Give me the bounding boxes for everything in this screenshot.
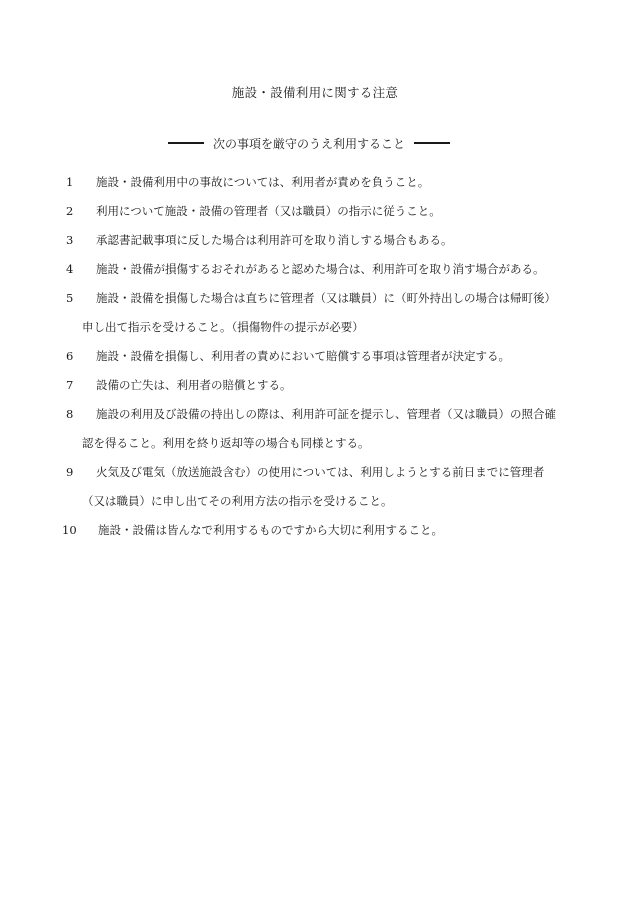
item-text: 施設・設備を損傷し、利用者の責めにおいて賠償する事項は管理者が決定する。 — [96, 349, 510, 363]
item-text: 火気及び電気（放送施設含む）の使用については、利用しようとする前日までに管理者 — [96, 465, 545, 479]
item-text: 設備の亡失は、利用者の賠償とする。 — [96, 378, 292, 392]
item-number: 6 — [66, 349, 74, 363]
list-item-continuation — [0, 491, 630, 511]
item-text: 施設の利用及び設備の持出しの際は、利用許可証を提示し、管理者（又は職員）の照合確 — [96, 407, 556, 421]
right-rule — [414, 142, 450, 144]
list-item — [0, 172, 630, 192]
list-item-continuation — [0, 317, 630, 337]
subtitle: 次の事項を厳守のうえ利用すること — [212, 136, 405, 151]
subtitle-row — [168, 134, 450, 152]
item-text: 施設・設備利用中の事故については、利用者が責めを負うこと。 — [96, 175, 430, 189]
item-text: 承認書記載事項に反した場合は利用許可を取り消しする場合もある。 — [96, 233, 453, 247]
item-number: 1 — [66, 175, 74, 189]
list-item — [0, 230, 630, 250]
item-number: 7 — [66, 378, 74, 392]
item-number: 5 — [66, 291, 74, 305]
item-text: 施設・設備を損傷した場合は直ちに管理者（又は職員）に（町外持出しの場合は帰町後） — [96, 291, 556, 305]
item-number: 8 — [66, 407, 74, 421]
list-item — [0, 201, 630, 221]
item-text: 認を得ること。利用を終り返却等の場合も同様とする。 — [82, 436, 370, 450]
item-number: 3 — [66, 233, 74, 247]
item-text: 施設・設備は皆んなで利用するものですから大切に利用すること。 — [98, 523, 443, 537]
item-text: 施設・設備が損傷するおそれがあると認めた場合は、利用許可を取り消す場合がある。 — [96, 262, 545, 276]
list-item — [0, 346, 630, 366]
list-item — [0, 375, 630, 395]
list-item — [0, 404, 630, 424]
item-number: 2 — [66, 204, 74, 218]
left-rule — [168, 142, 204, 144]
list-item — [0, 259, 630, 279]
item-text: 利用について施設・設備の管理者（又は職員）の指示に従うこと。 — [96, 204, 441, 218]
list-item — [0, 520, 630, 540]
list-item — [0, 288, 630, 308]
list-item-continuation — [0, 433, 630, 453]
item-number: 4 — [66, 262, 74, 276]
item-number: 9 — [66, 465, 74, 479]
page-title: 施設・設備利用に関する注意 — [231, 85, 399, 100]
item-text: 申し出て指示を受けること。（損傷物件の提示が必要） — [82, 320, 364, 334]
item-text: （又は職員）に申し出てその利用方法の指示を受けること。 — [82, 494, 393, 508]
list-item — [0, 462, 630, 482]
item-number: 10 — [62, 523, 77, 537]
